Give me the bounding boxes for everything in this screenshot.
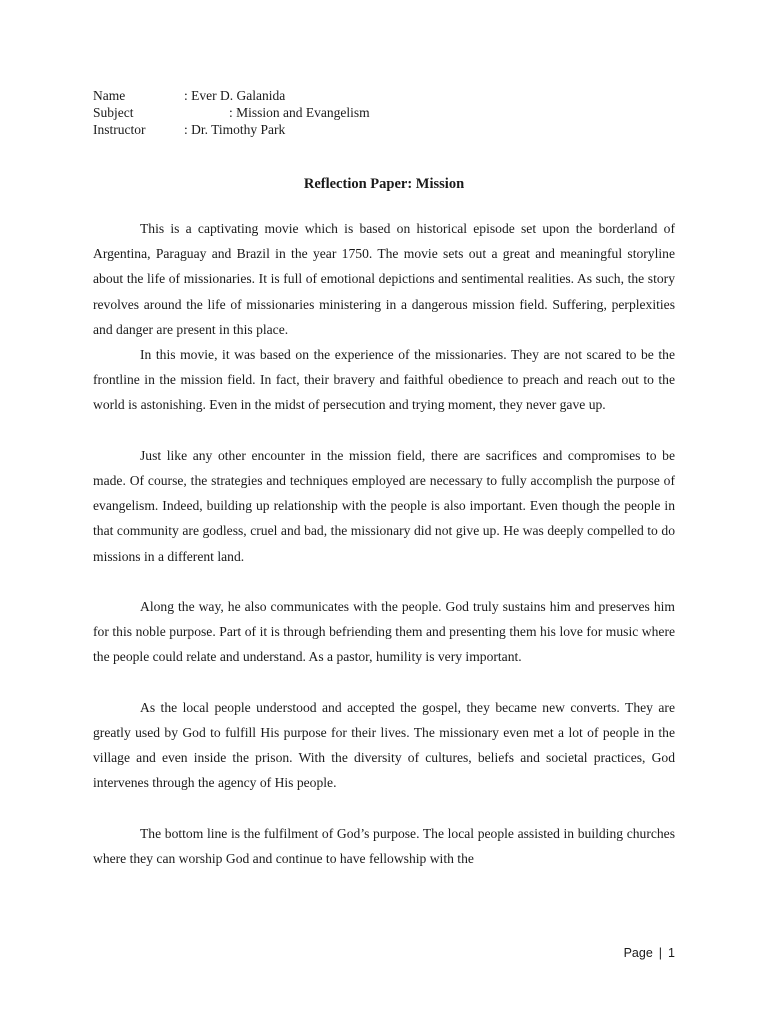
- paragraph: This is a captivating movie which is based on historical episode set upon the borderland of Argentina, Paraguay and Brazil in the year 1750. The movie sets out a great and meaningful storyline about the life of missionaries. It is full of emotional depictions and sentimental realities. As such, the story revolves around the life of missionaries ministering in a dangerous mission field. Suffering, perplexities and danger are present in this place.: [93, 221, 675, 337]
- footer-separator: |: [658, 946, 663, 960]
- subject-value: : Mission and Evangelism: [229, 105, 370, 120]
- page-label: Page: [623, 946, 653, 960]
- subject-label: Subject: [93, 105, 134, 120]
- instructor-label: Instructor: [93, 122, 146, 137]
- paper-title: Reflection Paper: Mission: [303, 176, 465, 192]
- paragraph: Along the way, he also communicates with the people. God truly sustains him and preserves him for this noble purpose. Part of it is through befriending them and presenting them his love for music where the people could relate and understand. As a pastor, humility is very important.: [93, 599, 675, 665]
- page-number: 1: [668, 946, 675, 960]
- page-footer: [624, 944, 675, 962]
- body-text: [93, 216, 675, 871]
- instructor-value: : Dr. Timothy Park: [184, 122, 286, 137]
- name-value: : Ever D. Galanida: [184, 88, 286, 103]
- paragraph: Just like any other encounter in the mission field, there are sacrifices and compromises to be made. Of course, the strategies and techniques employed are necessary to fully accomplish the purpose of evangelism. Indeed, building up relationship with the people is also important. Even though the people in that community are godless, cruel and bad, the missionary did not give up. He was deeply compelled to do missions in a different land.: [93, 447, 675, 564]
- paragraph: The bottom line is the fulfilment of God’s purpose. The local people assisted in building churches where they can worship God and continue to have fellowship with the: [93, 825, 675, 867]
- paragraph: In this movie, it was based on the experience of the missionaries. They are not scared to be the frontline in the mission field. In fact, their bravery and faithful obedience to preach and reach out to the world is astonishing. Even in the midst of persecution and trying moment, they never gave up.: [93, 347, 675, 413]
- name-label: Name: [93, 88, 126, 103]
- paragraph: As the local people understood and accepted the gospel, they became new converts. They are greatly used by God to fulfill His purpose for their lives. The missionary even met a lot of people in the village and even inside the prison. With the diversity of cultures, beliefs and societal practices, God intervenes through the agency of His people.: [93, 699, 675, 791]
